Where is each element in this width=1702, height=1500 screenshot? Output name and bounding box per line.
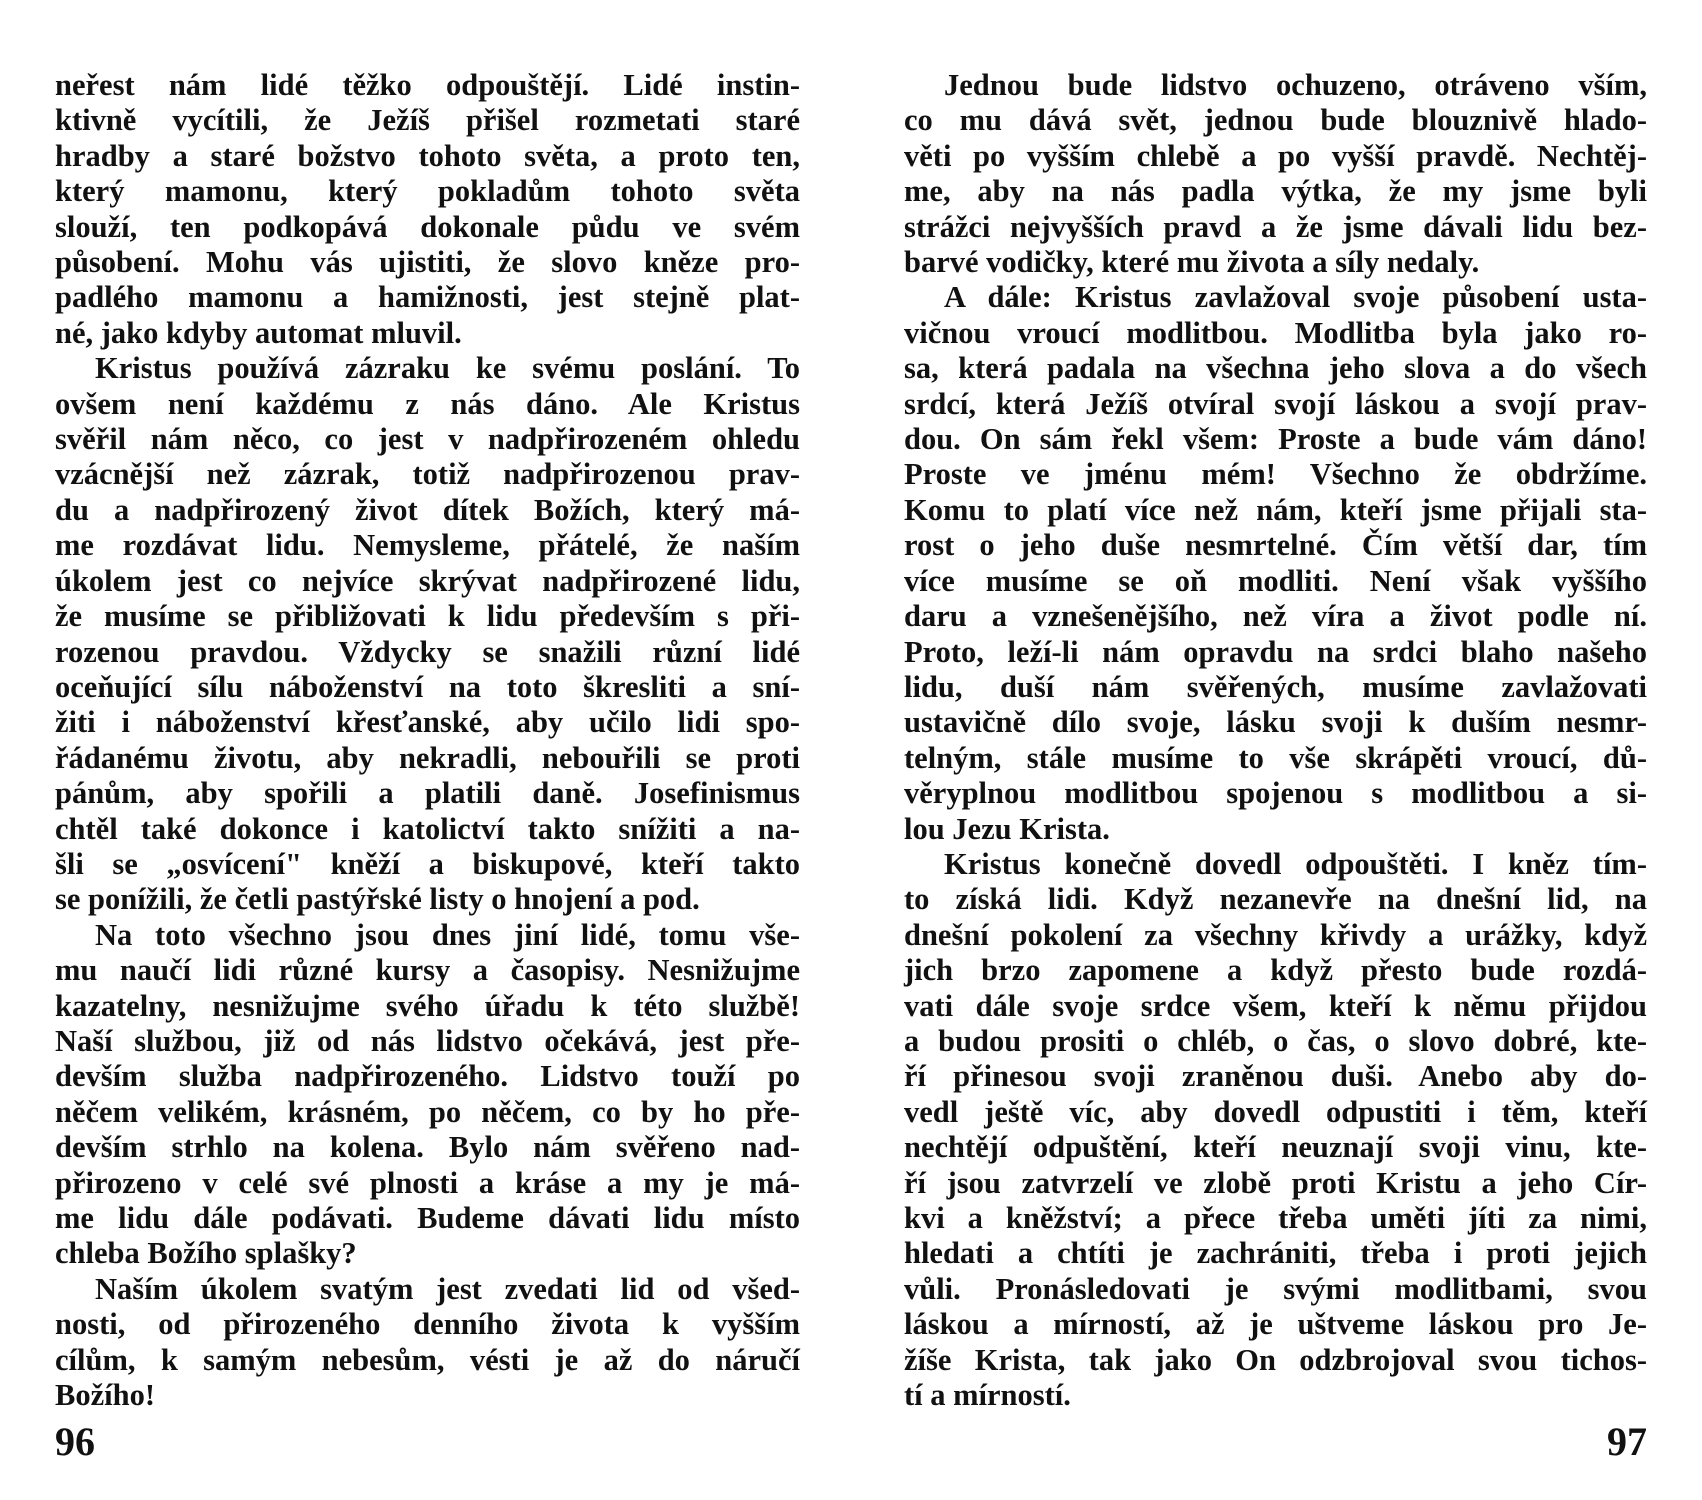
text-line: Proto, leží-li nám opravdu na srdci blaho našeho <box>904 634 1647 669</box>
text-line: ustavičně dílo svoje, lásku svoji k duším nesmr- <box>904 705 1647 740</box>
text-line: věti po vyšším chlebě a po vyšší pravdě. Nechtěj- <box>904 138 1647 173</box>
text-line: ří přinesou svoji zraněnou duši. Anebo aby do- <box>904 1059 1647 1094</box>
text-line: lou Jezu Krista. <box>904 811 1110 846</box>
right-page <box>851 0 1702 1500</box>
text-line: barvé vodičky, které mu života a síly nedaly. <box>904 245 1480 280</box>
text-line: telným, stále musíme to vše skrápěti vroucí, dů- <box>904 740 1647 775</box>
text-line: řádanému životu, aby nekradli, nebouřili se proti <box>55 740 800 775</box>
text-line: Na toto všechno jsou dnes jiní lidé, tomu vše- <box>95 917 800 952</box>
text-line: a budou prositi o chléb, o čas, o slovo dobré, kte- <box>904 1023 1647 1058</box>
text-line: me lidu dále podávati. Budeme dávati lidu místo <box>55 1201 800 1235</box>
text-line: rost o jeho duše nesmrtelné. Čím větší dar, tím <box>904 528 1647 563</box>
text-line: Božího! <box>55 1378 155 1413</box>
text-line: tí a mírností. <box>904 1378 1071 1413</box>
text-line: který mamonu, který pokladům tohoto světa <box>55 174 800 209</box>
text-line: vičnou vroucí modlitbou. Modlitba byla jako ro- <box>904 315 1647 350</box>
text-line: hledati a chtíti je zachrániti, třeba i proti jejich <box>904 1236 1647 1271</box>
text-line: dnešní pokolení za všechny křivdy a urážky, když <box>904 917 1647 952</box>
text-line: se ponížili, že četli pastýřské listy o hnojení a pod. <box>55 882 700 917</box>
text-line: svěřil nám něco, co jest v nadpřirozeném ohledu <box>55 422 800 457</box>
text-line: kvi a kněžství; a přece třeba uměti jíti za nimi, <box>904 1201 1647 1235</box>
right-page-number: 97 <box>1607 1419 1647 1464</box>
text-line: žiti i náboženství křesťanské, aby učilo lidi spo- <box>55 705 800 740</box>
text-line: Kristus konečně dovedl odpouštěti. I kněz tím- <box>944 846 1647 881</box>
text-line: padlého mamonu a hamižnosti, jest stejně plat- <box>55 280 800 315</box>
left-page-text <box>55 68 800 1413</box>
text-line: nosti, od přirozeného denního života k vyšším <box>55 1307 800 1342</box>
text-line: úkolem jest co nejvíce skrývat nadpřirozené lidu, <box>55 563 800 598</box>
text-line: devším strhlo na kolena. Bylo nám svěřeno nad- <box>55 1130 800 1165</box>
text-line: žíše Krista, tak jako On odzbrojoval svou tichos- <box>904 1342 1647 1377</box>
text-line: Proste ve jménu mém! Všechno že obdržíme. <box>904 457 1647 492</box>
text-line: že musíme se přibližovati k lidu především s při- <box>55 599 800 634</box>
left-page-number: 96 <box>55 1419 95 1464</box>
text-line: hradby a staré božstvo tohoto světa, a proto ten, <box>55 138 800 173</box>
text-line: slouží, ten podkopává dokonale půdu ve svém <box>55 209 800 244</box>
text-line: kazatelny, nesnižujme svého úřadu k této službě! <box>55 988 800 1023</box>
text-line: vati dále svoje srdce všem, kteří k němu přijdou <box>904 988 1647 1023</box>
text-line: sa, která padala na všechna jeho slova a do všech <box>904 351 1647 386</box>
text-line: Naším úkolem svatým jest zvedati lid od všed- <box>95 1271 800 1306</box>
text-line: ří jsou zatvrzelí ve zlobě proti Kristu a jeho Cír- <box>904 1165 1647 1200</box>
text-line: rozenou pravdou. Vždycky se snažili různí lidé <box>55 634 800 669</box>
text-line: me rozdávat lidu. Nemysleme, přátelé, že naším <box>55 528 800 563</box>
text-line: nechtějí odpuštění, kteří neuznají svoji vinu, kte- <box>904 1130 1647 1165</box>
text-line: me, aby na nás padla výtka, že my jsme byli <box>904 174 1647 209</box>
text-line: co mu dává svět, jednou bude blouznivě hlado- <box>904 103 1647 138</box>
text-line: du a nadpřirozený život dítek Božích, který má- <box>55 492 800 527</box>
text-line: vzácnější než zázrak, totiž nadpřirozenou prav- <box>55 457 800 492</box>
text-line: cílům, k samým nebesům, vésti je až do náručí <box>55 1342 800 1377</box>
text-line: lidu, duší nám svěřených, musíme zavlažovati <box>904 669 1647 704</box>
text-line: to získá lidi. Když nezanevře na dnešní lid, na <box>904 882 1647 917</box>
text-line: daru a vznešenějšího, než víra a život podle ní. <box>904 599 1647 634</box>
text-line: jich brzo zapomene a když přesto bude rozdá- <box>904 953 1647 988</box>
text-line: Kristus používá zázraku ke svému poslání. To <box>95 351 800 386</box>
text-line: šli se „osvícení" kněží a biskupové, kteří takto <box>55 846 800 881</box>
text-line: oceňující sílu náboženství na toto škresliti a sní- <box>55 669 800 704</box>
text-line: chleba Božího splašky? <box>55 1236 357 1271</box>
text-line: chtěl také dokonce i katolictví takto snížiti a na- <box>55 811 800 846</box>
text-line: pánům, aby spořili a platili daně. Josefinismus <box>55 776 800 811</box>
text-line: věryplnou modlitbou spojenou s modlitbou a si- <box>904 776 1647 811</box>
text-line: ktivně vycítili, že Ježíš přišel rozmetati staré <box>55 103 800 138</box>
text-line: srdcí, která Ježíš otvíral svojí láskou a svojí prav- <box>904 386 1647 421</box>
text-line: strážci nejvyšších pravd a že jsme dávali lidu bez- <box>904 209 1647 244</box>
text-line: né, jako kdyby automat mluvil. <box>55 315 462 350</box>
text-line: ovšem není každému z nás dáno. Ale Kristus <box>55 386 800 421</box>
text-line: přirozeno v celé své plnosti a kráse a my je má- <box>55 1165 800 1200</box>
text-line: Jednou bude lidstvo ochuzeno, otráveno vším, <box>944 68 1647 102</box>
text-line: vedl ještě víc, aby dovedl odpustiti i těm, kteří <box>904 1094 1647 1129</box>
text-line: působení. Mohu vás ujistiti, že slovo kněze pro- <box>55 245 800 280</box>
text-line: mu naučí lidi různé kursy a časopisy. Nesnižujme <box>55 953 800 988</box>
text-line: Naší službou, již od nás lidstvo očekává, jest pře- <box>55 1023 800 1058</box>
text-line: neřest nám lidé těžko odpouštějí. Lidé instin- <box>55 68 800 102</box>
text-line: dou. On sám řekl všem: Proste a bude vám dáno! <box>904 422 1647 457</box>
right-page-text <box>904 68 1647 1413</box>
text-line: něčem velikém, krásném, po něčem, co by ho pře- <box>55 1094 800 1129</box>
text-line: A dále: Kristus zavlažoval svoje působení usta- <box>944 280 1647 315</box>
text-line: láskou a mírností, až je uštveme láskou pro Je- <box>904 1307 1647 1342</box>
text-line: devším služba nadpřirozeného. Lidstvo touží po <box>55 1059 800 1094</box>
text-line: více musíme se oň modliti. Není však vyššího <box>904 563 1647 598</box>
text-line: Komu to platí více než nám, kteří jsme přijali sta- <box>904 492 1647 527</box>
text-line: vůli. Pronásledovati je svými modlitbami, svou <box>904 1271 1647 1306</box>
